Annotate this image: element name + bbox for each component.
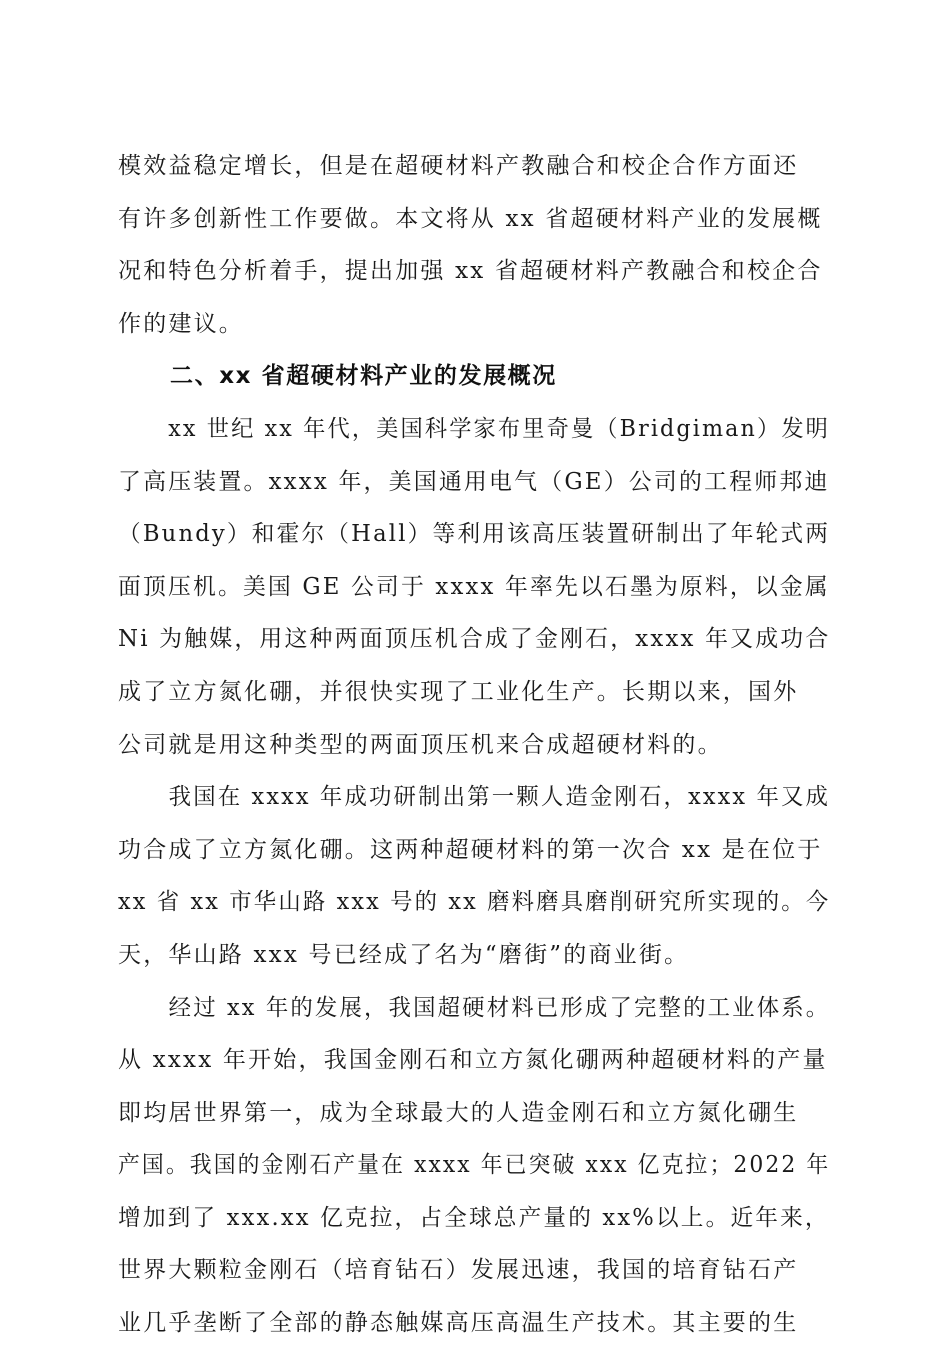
text-line: 了高压装置。xxxx 年，美国通用电气（GE）公司的工程师邦迪 [118,468,830,495]
text-line: 即均居世界第一，成为全球最大的人造金刚石和立方氮化硼生 [118,1099,799,1126]
text-line: 有许多创新性工作要做。本文将从 xx 省超硬材料产业的发展概 [118,205,823,232]
text-line: （Bundy）和霍尔（Hall）等利用该高压装置研制出了年轮式两 [118,521,831,548]
text-line: 世界大颗粒金刚石（培育钻石）发展迅速，我国的培育钻石产 [118,1257,799,1284]
text-line: 我国在 xxxx 年成功研制出第一颗人造金刚石，xxxx 年又成 [168,784,831,811]
paragraph-china-first [118,771,830,981]
text-line: 从 xxxx 年开始，我国金刚石和立方氮化硼两种超硬材料的产量 [118,1047,828,1074]
text-line: 功合成了立方氮化硼。这两种超硬材料的第一次合 xx 是在位于 [118,836,823,863]
text-line: 天，华山路 xxx 号已经成了名为“磨街”的商业街。 [118,941,690,968]
text-line: 模效益稳定增长，但是在超硬材料产教融合和校企合作方面还 [118,153,799,179]
paragraph-bridgman [118,403,830,771]
text-line: 公司就是用这种类型的两面顶压机来合成超硬材料的。 [118,731,723,758]
text-line: xx 世纪 xx 年代，美国科学家布里奇曼（Bridgiman）发明 [168,415,831,442]
section-heading-text: 二、xx 省超硬材料产业的发展概况 [170,363,557,390]
text-line: 作的建议。 [118,310,244,337]
text-line: 经过 xx 年的发展，我国超硬材料已形成了完整的工业体系。 [168,994,831,1021]
text-line: 成了立方氮化硼，并很快实现了工业化生产。长期以来，国外 [118,678,799,705]
text-line: Ni 为触媒，用这种两面顶压机合成了金刚石，xxxx 年又成功合 [118,626,831,653]
text-line: 面顶压机。美国 GE 公司于 xxxx 年率先以石墨为原料，以金属 [118,573,830,600]
text-line: 增加到了 xxx.xx 亿克拉，占全球总产量的 xx%以上。近年来， [118,1204,830,1231]
document-body [118,140,830,1350]
text-line: xx 省 xx 市华山路 xxx 号的 xx 磨料磨具磨削研究所实现的。今 [118,889,831,916]
paragraph-industry-system [118,982,830,1350]
paragraph-intro-continued [118,140,830,350]
text-line: 业几乎垄断了全部的静态触媒高压高温生产技术。其主要的生 [118,1310,799,1337]
text-line: 况和特色分析着手，提出加强 xx 省超硬材料产教融合和校企合 [118,258,823,285]
text-line: 产国。我国的金刚石产量在 xxxx 年已突破 xxx 亿克拉；2022 年 [118,1152,831,1179]
section-heading [118,350,830,403]
